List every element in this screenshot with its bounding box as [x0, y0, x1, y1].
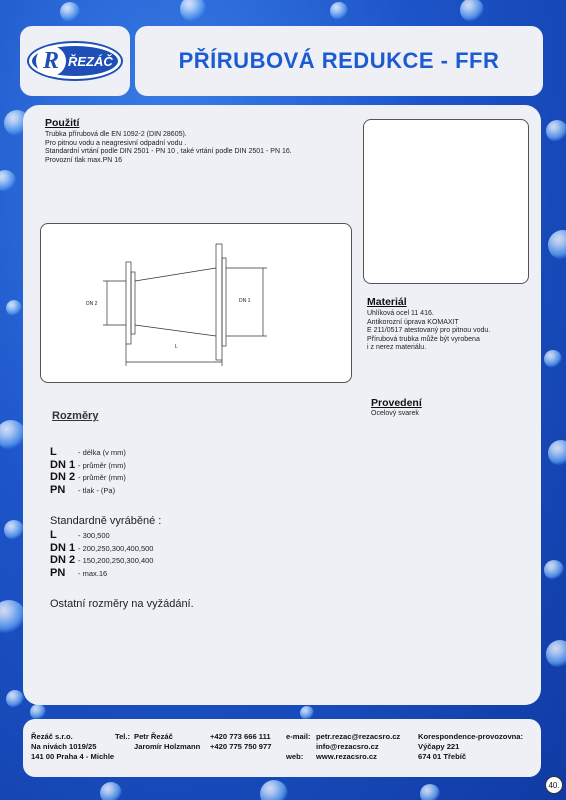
- title-panel: [135, 26, 543, 96]
- company-logo[interactable]: [29, 43, 121, 79]
- company-city: 141 00 Praha 4 - Michle: [31, 752, 115, 761]
- office-city: 674 01 Třebíč: [418, 752, 467, 761]
- material-line: Přírubová trubka může být vyrobena: [367, 335, 480, 343]
- dimension-key: DN 2: [50, 471, 76, 483]
- company-address: [31, 732, 114, 762]
- standard-key: DN 2: [50, 554, 76, 566]
- dimension-row: [50, 484, 126, 497]
- logo-letter: R: [36, 46, 66, 76]
- contact-name: Jaromír Holzmann: [134, 742, 201, 751]
- standard-key: PN: [50, 566, 66, 579]
- usage-line: Pro pitnou vodu a neagresivní odpadní vodu .: [45, 139, 187, 147]
- dimension-value: - délka (v mm): [78, 448, 126, 457]
- email-label: e-mail:: [286, 732, 311, 741]
- logo-text: ŘEZÁČ: [68, 53, 113, 69]
- dimension-value: - tlak - (Pa): [78, 485, 116, 495]
- contact-phones: [210, 732, 271, 752]
- email-link[interactable]: petr.rezac@rezacsro.cz: [316, 732, 401, 741]
- dimension-key: L: [50, 446, 57, 458]
- phone-link[interactable]: +420 775 750 977: [210, 742, 272, 751]
- on-request-note: Ostatní rozměry na vyžádání.: [50, 598, 194, 610]
- standard-row: [50, 567, 153, 580]
- standard-row: [50, 529, 153, 542]
- standard-row: [50, 554, 153, 567]
- standard-heading: Standardně vyráběné :: [50, 515, 162, 527]
- usage-text: [45, 131, 365, 165]
- standard-list: [50, 529, 153, 579]
- main-content-panel: [23, 105, 541, 705]
- dimension-value: - průměr (mm): [78, 473, 126, 482]
- reducer-drawing-svg: [41, 224, 353, 384]
- contact-names: [134, 732, 200, 752]
- material-line: i z nerez materiálu.: [367, 344, 427, 352]
- design-text: Ocelový svarek: [371, 410, 419, 417]
- dimension-row: [50, 471, 126, 484]
- usage-line: Provozní tlak max.PN 16: [45, 156, 123, 164]
- email-link[interactable]: info@rezacsro.cz: [316, 742, 379, 751]
- standard-key: DN 1: [50, 541, 76, 554]
- office-street: Výčapy 221: [418, 742, 460, 751]
- usage-line: Standardní vrtání podle DIN 2501 - PN 10 , také vrtání podle DIN 2501 - PN 16.: [45, 148, 292, 156]
- dimension-key: PN: [50, 483, 66, 496]
- web-label: web:: [286, 752, 304, 761]
- dimension-key: DN 1: [50, 458, 76, 471]
- usage-heading: Použití: [45, 117, 80, 129]
- page-title: PŘÍRUBOVÁ REDUKCE - FFR: [178, 48, 500, 73]
- email-list: [316, 732, 400, 752]
- standard-value: - 150,200,250,300,400: [78, 556, 154, 565]
- dimension-value: - průměr (mm): [78, 460, 126, 470]
- tel-label: Tel.:: [115, 732, 131, 741]
- footer-panel: [23, 719, 541, 777]
- material-line: E 211/0517 atestovaný pro pitnou vodu.: [367, 327, 491, 335]
- material-text: [367, 310, 537, 353]
- usage-line: Trubka přírubová dle EN 1092-2 (DIN 28605).: [45, 131, 187, 138]
- office-address: [418, 732, 523, 762]
- standard-row: [50, 542, 153, 555]
- technical-drawing: [40, 223, 352, 383]
- contact-name: Petr Řezáč: [134, 732, 173, 741]
- logo-panel: [20, 26, 130, 96]
- dimensions-heading: Rozměry: [52, 410, 99, 422]
- design-heading: Provedení: [371, 397, 422, 409]
- material-line: Uhlíková ocel 11 416.: [367, 310, 434, 317]
- standard-value: - max.16: [78, 568, 108, 578]
- material-heading: Materiál: [367, 296, 407, 308]
- web-link[interactable]: www.rezacsro.cz: [316, 752, 377, 761]
- phone-link[interactable]: +420 773 666 111: [210, 732, 271, 741]
- standard-value: - 200,250,300,400,500: [78, 543, 154, 553]
- dimension-row: [50, 459, 126, 472]
- length-label: L: [175, 344, 178, 350]
- standard-key: L: [50, 529, 57, 541]
- dimension-row: [50, 446, 126, 459]
- standard-value: - 300,500: [78, 531, 110, 540]
- material-line: Antikorozní úprava KOMAXIT: [367, 318, 459, 326]
- office-heading: Korespondence-provozovna:: [418, 732, 524, 741]
- product-photo-box: [363, 119, 529, 284]
- page-number: 40.: [545, 776, 563, 794]
- company-name: Řezáč s.r.o.: [31, 732, 73, 741]
- dn1-label: DN 1: [239, 298, 251, 304]
- company-street: Na nivách 1019/25: [31, 742, 97, 751]
- dimensions-list: [50, 446, 126, 496]
- dn2-label: DN 2: [86, 301, 98, 307]
